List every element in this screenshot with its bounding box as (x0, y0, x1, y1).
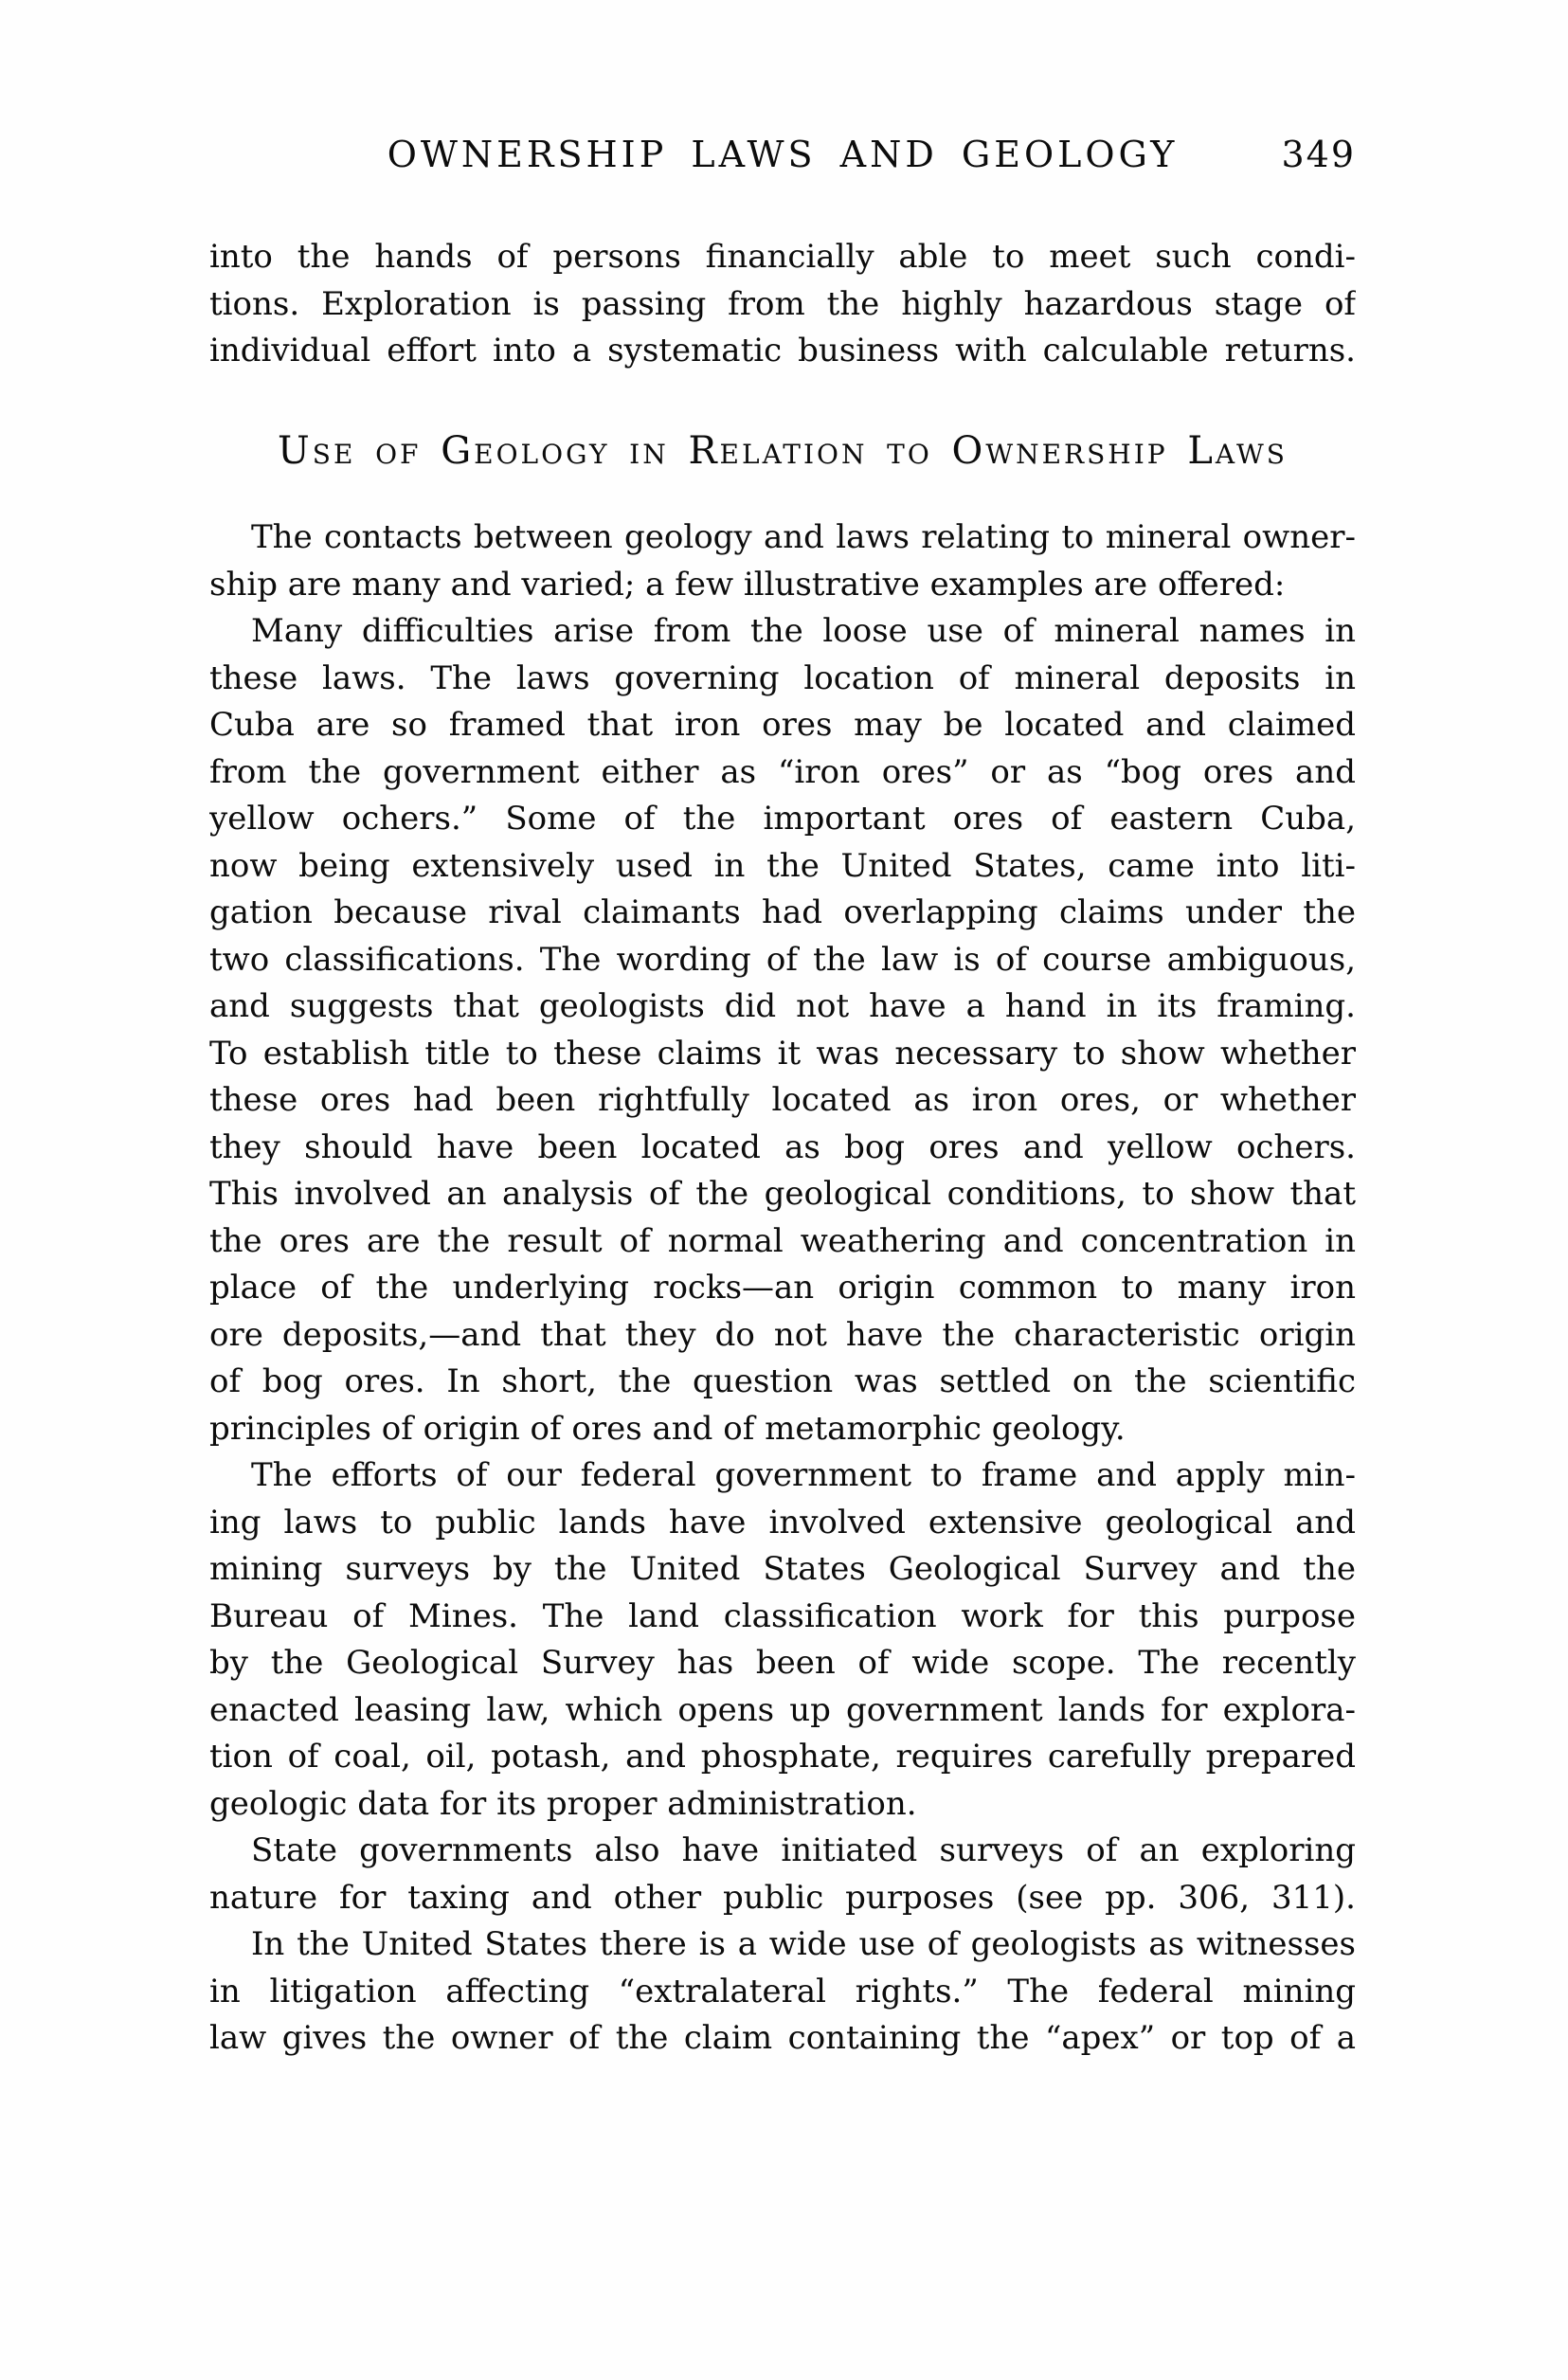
text-line: ing laws to public lands have involved extensive geological and (209, 1503, 1356, 1542)
intro-paragraph-block (209, 234, 1356, 375)
text-line: place of the underlying rocks—an origin common to many iron (209, 1269, 1356, 1307)
text-line: by the Geological Survey has been of wide scope. The recently (209, 1644, 1356, 1682)
text-line: Cuba are so framed that iron ores may be located and claimed (209, 706, 1356, 744)
text-line: now being extensively used in the United States, came into liti- (209, 846, 1356, 885)
body-text-block (209, 514, 1356, 2063)
running-header (209, 133, 1356, 180)
text-line: Bureau of Mines. The land classification work for this purpose (209, 1596, 1356, 1635)
text-line: into the hands of persons financially able to meet such condi- (209, 238, 1356, 276)
text-line: ship are many and varied; a few illustrative examples are offered: (209, 565, 1286, 604)
text-line: In the United States there is a wide use of geologists as witnesses (251, 1925, 1356, 1963)
text-line: they should have been located as bog ores and yellow ochers. (209, 1127, 1356, 1166)
text-line: State governments also have initiated surveys of an exploring (251, 1831, 1356, 1869)
paragraph (209, 1828, 1356, 1921)
page-number: 349 (1281, 134, 1356, 175)
text-line: nature for taxing and other public purposes (see pp. 306, 311). (209, 1878, 1356, 1917)
text-line: these ores had been rightfully located as iron ores, or whether (209, 1081, 1356, 1119)
text-line: gation because rival claimants had overlapping claims under the (209, 893, 1356, 931)
text-line: ore deposits,—and that they do not have the characteristic origin (209, 1315, 1356, 1354)
text-line: The efforts of our federal government to frame and apply min- (251, 1456, 1356, 1494)
text-line: This involved an analysis of the geological conditions, to show that (209, 1175, 1356, 1213)
text-line: two classifications. The wording of the law is of course ambiguous, (209, 940, 1356, 979)
text-line: the ores are the result of normal weathering and concentration in (209, 1221, 1356, 1260)
section-heading: Use of Geology in Relation to Ownership Laws (278, 429, 1288, 473)
text-line: Many difficulties arise from the loose use of mineral names in (251, 612, 1356, 650)
text-line: yellow ochers.” Some of the important ores of eastern Cuba, (209, 800, 1356, 838)
text-line: of bog ores. In short, the question was settled on the scientific (209, 1362, 1356, 1400)
text-line: tions. Exploration is passing from the highly hazardous stage of (209, 284, 1356, 323)
running-header-title: OWNERSHIP LAWS AND GEOLOGY (387, 134, 1179, 175)
paragraph (209, 1921, 1356, 2063)
paragraph (209, 1452, 1356, 1828)
text-line: and suggests that geologists did not have a hand in its framing. (209, 987, 1356, 1025)
text-line: individual effort into a systematic business with calculable returns. (209, 332, 1356, 370)
text-line: tion of coal, oil, potash, and phosphate, requires carefully prepared (209, 1738, 1356, 1776)
text-line: law gives the owner of the claim containing the “apex” or top of a (209, 2019, 1356, 2057)
text-line: enacted leasing law, which opens up government lands for explora- (209, 1690, 1356, 1729)
paragraph (209, 234, 1356, 375)
paragraph (209, 514, 1356, 608)
text-line: these laws. The laws governing location of mineral deposits in (209, 658, 1356, 697)
text-line: principles of origin of ores and of metamorphic geology. (209, 1409, 1126, 1448)
paragraph (209, 608, 1356, 1452)
text-line: in litigation affecting “extralateral rights.” The federal mining (209, 1972, 1356, 2010)
text-line: To establish title to these claims it was necessary to show whether (209, 1034, 1356, 1073)
text-line: mining surveys by the United States Geological Survey and the (209, 1550, 1356, 1588)
text-line: The contacts between geology and laws relating to mineral owner- (251, 518, 1356, 556)
text-line: geologic data for its proper administration. (209, 1784, 917, 1823)
text-line: from the government either as “iron ores” or as “bog ores and (209, 752, 1356, 791)
